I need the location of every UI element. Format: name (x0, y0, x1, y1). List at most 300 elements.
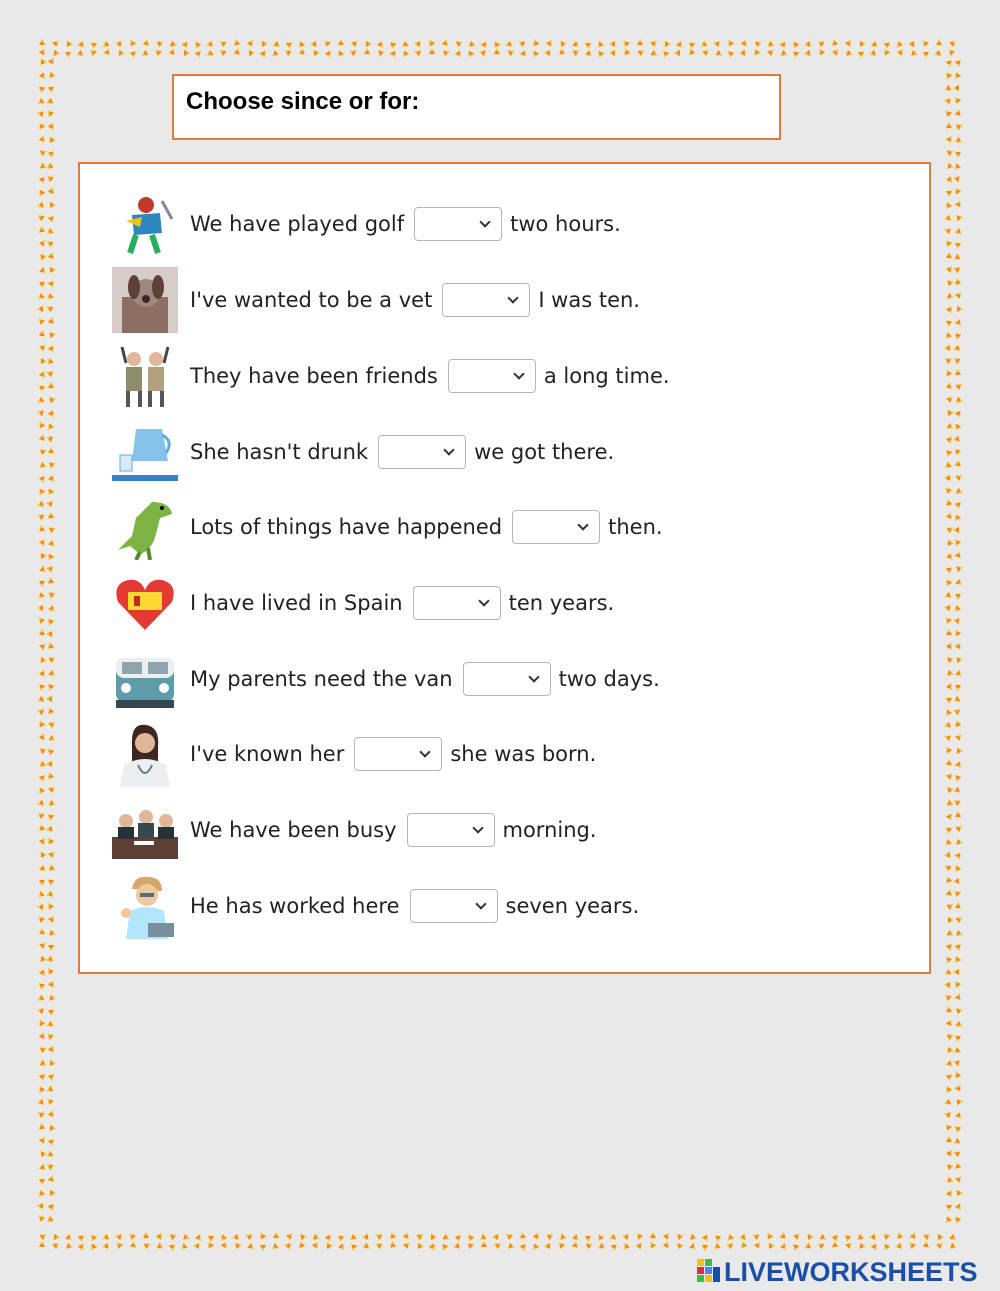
candy-corn (37, 369, 48, 380)
candy-corn (803, 39, 813, 49)
candy-corn (465, 1240, 476, 1251)
candy-corn (830, 1241, 839, 1250)
candy-corn (36, 1188, 47, 1199)
candy-corn (37, 84, 46, 93)
candy-corn (779, 1231, 788, 1240)
candy-corn (954, 241, 963, 250)
candy-corn (765, 47, 776, 58)
candy-corn (48, 1189, 56, 1197)
candy-corn (790, 40, 801, 51)
candy-corn (952, 863, 963, 874)
candy-corn (883, 41, 892, 50)
candy-corn (543, 48, 552, 57)
candy-corn (944, 174, 955, 185)
candy-corn (478, 1232, 489, 1243)
candy-corn (47, 316, 56, 325)
candy-corn (895, 1231, 905, 1241)
candy-corn (114, 1232, 123, 1241)
candy-corn (36, 1084, 47, 1095)
candy-corn (38, 357, 47, 366)
candy-corn (945, 161, 955, 171)
exercise-row (112, 191, 621, 257)
candy-corn (944, 641, 955, 652)
sentence-start: We have been busy (190, 818, 397, 842)
candy-corn (46, 979, 57, 990)
candy-corn (943, 862, 954, 873)
candy-corn (36, 316, 47, 327)
candy-corn (675, 1232, 685, 1242)
candy-corn (245, 1241, 256, 1252)
candy-corn (102, 1242, 111, 1251)
candy-corn (952, 252, 963, 263)
candy-corn (46, 589, 57, 600)
candy-corn (38, 147, 49, 158)
candy-corn (296, 39, 307, 50)
candy-corn (45, 303, 56, 314)
candy-corn (127, 1231, 138, 1242)
candy-corn (570, 1240, 580, 1250)
candy-corn (944, 304, 955, 315)
candy-corn (952, 1070, 962, 1080)
candy-corn (952, 95, 963, 106)
candy-corn (952, 785, 962, 795)
candy-corn (142, 1232, 151, 1241)
candy-corn (452, 1241, 462, 1251)
candy-corn (881, 1242, 892, 1253)
candy-corn (38, 330, 47, 339)
candy-corn (45, 1214, 56, 1225)
candy-corn (953, 290, 964, 301)
candy-corn (37, 175, 47, 185)
candy-corn (791, 1242, 801, 1252)
candy-corn (945, 696, 953, 704)
candy-corn (48, 136, 57, 145)
candy-corn (45, 1084, 56, 1095)
sentence-end: I was ten. (538, 288, 640, 312)
candy-corn (37, 668, 48, 679)
candy-corn (400, 39, 411, 50)
candy-corn (700, 1232, 711, 1243)
candy-corn (465, 1233, 475, 1243)
candy-corn (47, 1008, 56, 1017)
candy-corn (387, 1231, 397, 1241)
candy-corn (944, 1031, 955, 1042)
candy-corn (142, 1240, 153, 1251)
candy-corn (943, 1110, 953, 1120)
candy-corn (38, 1177, 46, 1185)
candy-corn (46, 279, 56, 289)
candy-corn (46, 576, 55, 585)
exercise-row (112, 797, 597, 863)
candy-corn (944, 524, 955, 535)
since-for-dropdown[interactable] (442, 283, 530, 317)
candy-corn (556, 1240, 567, 1251)
van-icon (112, 646, 178, 712)
candy-corn (725, 38, 736, 49)
candy-corn (803, 1241, 813, 1251)
sentence-end: two hours. (510, 212, 621, 236)
candy-corn (953, 135, 964, 146)
candy-corn (952, 512, 963, 523)
candy-corn (257, 1231, 268, 1242)
candy-corn (953, 381, 964, 392)
sentence-end: ten years. (508, 591, 615, 615)
candy-corn (944, 319, 953, 328)
candy-corn (830, 38, 840, 48)
candy-corn (943, 368, 954, 379)
candy-corn (954, 1034, 962, 1042)
since-for-dropdown[interactable] (448, 359, 536, 393)
candy-corn (37, 433, 47, 443)
candy-corn (945, 252, 953, 260)
candy-corn (952, 422, 963, 433)
candy-corn (45, 499, 55, 509)
candy-corn (791, 1231, 802, 1242)
since-for-dropdown[interactable] (414, 207, 502, 241)
exercise-row (112, 419, 614, 485)
candy-corn (48, 266, 56, 274)
candy-corn (944, 381, 953, 390)
candy-corn (37, 967, 48, 978)
since-for-dropdown[interactable] (463, 662, 551, 696)
candy-corn (952, 355, 963, 366)
candy-corn (480, 1241, 488, 1249)
candy-corn (45, 771, 56, 782)
candy-corn (584, 41, 593, 50)
candy-corn (663, 40, 672, 49)
candy-corn (192, 40, 203, 51)
candy-corn (944, 928, 955, 939)
candy-corn (943, 875, 953, 885)
candy-corn (36, 408, 46, 418)
candy-corn (954, 837, 964, 847)
candy-corn (218, 47, 229, 58)
candy-corn (37, 1231, 48, 1242)
sentence-start: She hasn't drunk (190, 440, 369, 464)
candy-corn (726, 49, 736, 59)
candy-corn (479, 40, 489, 50)
candy-corn (46, 630, 55, 639)
candy-corn (46, 121, 57, 132)
candy-corn (36, 1018, 47, 1029)
candy-corn (38, 446, 48, 456)
candy-corn (953, 472, 964, 483)
candy-corn (518, 48, 529, 59)
candy-corn (944, 421, 955, 432)
candy-corn (478, 48, 488, 58)
candy-corn (945, 1203, 953, 1211)
candy-corn (953, 58, 963, 68)
candy-corn (953, 1161, 962, 1170)
candy-corn (857, 50, 865, 58)
candy-corn (47, 993, 57, 1003)
candy-corn (945, 1175, 955, 1185)
candy-corn (634, 1241, 643, 1250)
candy-corn (64, 49, 73, 58)
candy-corn (310, 1240, 321, 1251)
candy-corn (943, 1084, 954, 1095)
candy-corn (953, 500, 963, 510)
candy-corn (952, 954, 963, 965)
candy-corn (231, 1232, 241, 1242)
candy-corn (76, 1242, 86, 1252)
candy-corn (907, 1240, 918, 1251)
candy-corn (46, 654, 57, 665)
candy-corn (298, 1232, 307, 1241)
candy-corn (36, 1006, 46, 1016)
candy-corn (596, 1241, 607, 1252)
candy-corn (954, 901, 963, 910)
sentence-end: seven years. (505, 894, 640, 918)
candy-corn (945, 668, 955, 678)
candy-corn (454, 38, 465, 49)
since-for-dropdown[interactable] (410, 889, 498, 923)
candy-corn (323, 1233, 334, 1244)
candy-corn (952, 264, 962, 274)
since-for-dropdown[interactable] (378, 435, 466, 469)
candy-corn (36, 188, 47, 199)
candy-corn (830, 1233, 840, 1243)
candy-corn (952, 628, 963, 639)
candy-corn (46, 747, 56, 757)
candy-corn (954, 150, 963, 159)
candy-corn (218, 38, 229, 49)
candy-corn (952, 537, 963, 548)
candy-corn (205, 39, 215, 49)
candy-corn (944, 511, 954, 521)
candy-corn (803, 49, 812, 58)
candy-corn (531, 38, 541, 48)
candy-corn (609, 49, 618, 58)
sentence-start: Lots of things have happened (190, 515, 503, 539)
candy-corn (46, 473, 57, 484)
candy-corn (908, 1231, 918, 1241)
candy-corn (517, 38, 528, 49)
since-for-dropdown[interactable] (413, 586, 501, 620)
candy-corn (285, 41, 294, 50)
candy-corn (943, 732, 953, 742)
candy-corn (36, 707, 46, 717)
candy-corn (952, 694, 963, 705)
candy-corn (114, 1240, 125, 1251)
candy-corn (648, 38, 659, 49)
candy-corn (952, 877, 961, 886)
candy-corn (47, 928, 57, 938)
candy-corn (349, 38, 360, 49)
candy-corn (361, 1241, 372, 1252)
candy-corn (621, 38, 632, 49)
candy-corn (38, 280, 47, 289)
candy-corn (530, 1241, 541, 1252)
candy-corn (297, 1240, 307, 1250)
candy-corn (272, 1232, 281, 1241)
since-for-dropdown[interactable] (512, 510, 600, 544)
doctor-icon (112, 721, 178, 787)
candy-corn (36, 810, 47, 821)
meeting-icon (112, 797, 178, 863)
candy-corn (46, 1109, 56, 1119)
since-for-dropdown[interactable] (354, 737, 442, 771)
candy-corn (374, 1231, 385, 1242)
candy-corn (635, 47, 646, 58)
since-for-dropdown[interactable] (407, 813, 495, 847)
candy-corn (46, 1202, 56, 1212)
candy-corn (909, 48, 919, 58)
candy-corn (953, 550, 963, 560)
candy-corn (944, 681, 955, 692)
candy-corn (944, 121, 953, 130)
candy-corn (46, 1137, 56, 1147)
candy-corn (518, 1242, 528, 1252)
candy-corn (952, 1148, 963, 1159)
candy-corn (943, 615, 954, 626)
candy-corn (945, 189, 953, 197)
candy-corn (51, 49, 60, 58)
candy-corn (518, 1231, 527, 1240)
candy-corn (440, 1232, 451, 1243)
candy-corn (952, 1058, 962, 1068)
candy-corn (179, 1241, 190, 1252)
candy-corn (944, 901, 955, 912)
candy-corn (895, 47, 906, 58)
sentence-start: I've known her (190, 742, 345, 766)
candy-corn (102, 47, 113, 58)
office-worker-icon (112, 873, 178, 939)
candy-corn (45, 825, 54, 834)
candy-corn (336, 1233, 345, 1242)
candy-corn (335, 48, 346, 59)
candy-corn (530, 48, 541, 59)
candy-corn (37, 70, 48, 81)
candy-corn (36, 914, 47, 925)
candy-corn (271, 39, 282, 50)
candy-corn (816, 1240, 827, 1251)
candy-corn (45, 901, 56, 912)
candy-corn (493, 48, 502, 57)
candy-corn (953, 1124, 962, 1133)
candy-corn (38, 745, 48, 755)
candy-corn (182, 49, 190, 57)
candy-corn (48, 1124, 56, 1132)
candy-corn (944, 1018, 955, 1029)
candy-corn (946, 539, 955, 548)
candy-corn (46, 733, 57, 744)
candy-corn (954, 460, 963, 469)
candy-corn (953, 277, 963, 287)
candy-corn (129, 1240, 138, 1249)
candy-corn (661, 1240, 672, 1251)
candy-corn (545, 1231, 556, 1242)
sentence-start: My parents need the van (190, 667, 453, 691)
candy-corn (954, 396, 963, 405)
candy-corn (45, 564, 54, 573)
candy-corn (945, 1073, 954, 1082)
candy-corn (155, 1241, 166, 1252)
candy-corn (205, 48, 216, 59)
candy-corn (531, 1231, 542, 1242)
candy-corn (37, 1202, 45, 1210)
candy-corn (751, 47, 762, 58)
candy-corn (953, 409, 964, 420)
candy-corn (38, 928, 47, 937)
sentence-end: a long time. (543, 364, 670, 388)
candy-corn (47, 878, 56, 887)
candy-corn (699, 39, 710, 50)
candy-corn (47, 395, 57, 405)
candy-corn (751, 1231, 762, 1242)
candy-corn (46, 760, 55, 769)
candy-corn (504, 1231, 515, 1242)
candy-corn (46, 719, 57, 730)
candy-corn (506, 47, 517, 58)
sentence-end: we got there. (474, 440, 615, 464)
candy-corn (953, 914, 964, 925)
candy-corn (47, 524, 57, 534)
candy-corn (943, 1122, 954, 1133)
candy-corn (154, 1231, 165, 1242)
candy-corn (955, 305, 963, 313)
candy-corn (36, 1213, 47, 1224)
candy-corn (416, 1242, 425, 1251)
exercise-row (112, 267, 640, 333)
candy-corn (155, 38, 166, 49)
liveworksheets-logo (697, 1257, 978, 1287)
candy-corn (943, 213, 953, 223)
candy-corn (943, 83, 954, 94)
candy-corn (610, 1242, 619, 1251)
candy-corn (46, 186, 56, 196)
candy-corn (453, 48, 464, 59)
candy-corn (45, 226, 56, 237)
candy-corn (945, 654, 955, 664)
candy-corn (943, 344, 952, 353)
vet-dog-icon (112, 267, 178, 333)
candy-corn (181, 1232, 191, 1242)
candy-corn (544, 38, 555, 49)
candy-corn (944, 1005, 953, 1014)
candy-corn (193, 1232, 204, 1243)
candy-corn (45, 161, 56, 172)
logo-text: LIVEWORKSHEETS (724, 1256, 978, 1287)
candy-corn (219, 1240, 229, 1250)
candy-corn (544, 1242, 552, 1250)
candy-corn (36, 798, 46, 808)
candy-corn (337, 39, 345, 47)
candy-corn (37, 641, 48, 652)
candy-corn (953, 683, 962, 692)
candy-corn (284, 1231, 295, 1242)
candy-corn (37, 1072, 47, 1082)
candy-corn (39, 1150, 48, 1159)
candy-corn (47, 1072, 56, 1081)
candy-corn (45, 96, 56, 107)
candy-corn (218, 1232, 229, 1243)
candy-corn (953, 992, 963, 1002)
candy-corn (713, 48, 724, 59)
candy-corn (725, 1241, 735, 1251)
candy-corn (954, 811, 962, 819)
candy-corn (47, 447, 55, 455)
candy-corn (46, 251, 56, 261)
candy-corn (955, 1097, 964, 1106)
candy-corn (428, 48, 436, 56)
candy-corn (37, 225, 46, 234)
golfer-icon (112, 191, 178, 257)
candy-corn (168, 1242, 177, 1251)
candy-corn (247, 49, 256, 58)
candy-corn (944, 771, 955, 782)
candy-corn (936, 1233, 944, 1241)
